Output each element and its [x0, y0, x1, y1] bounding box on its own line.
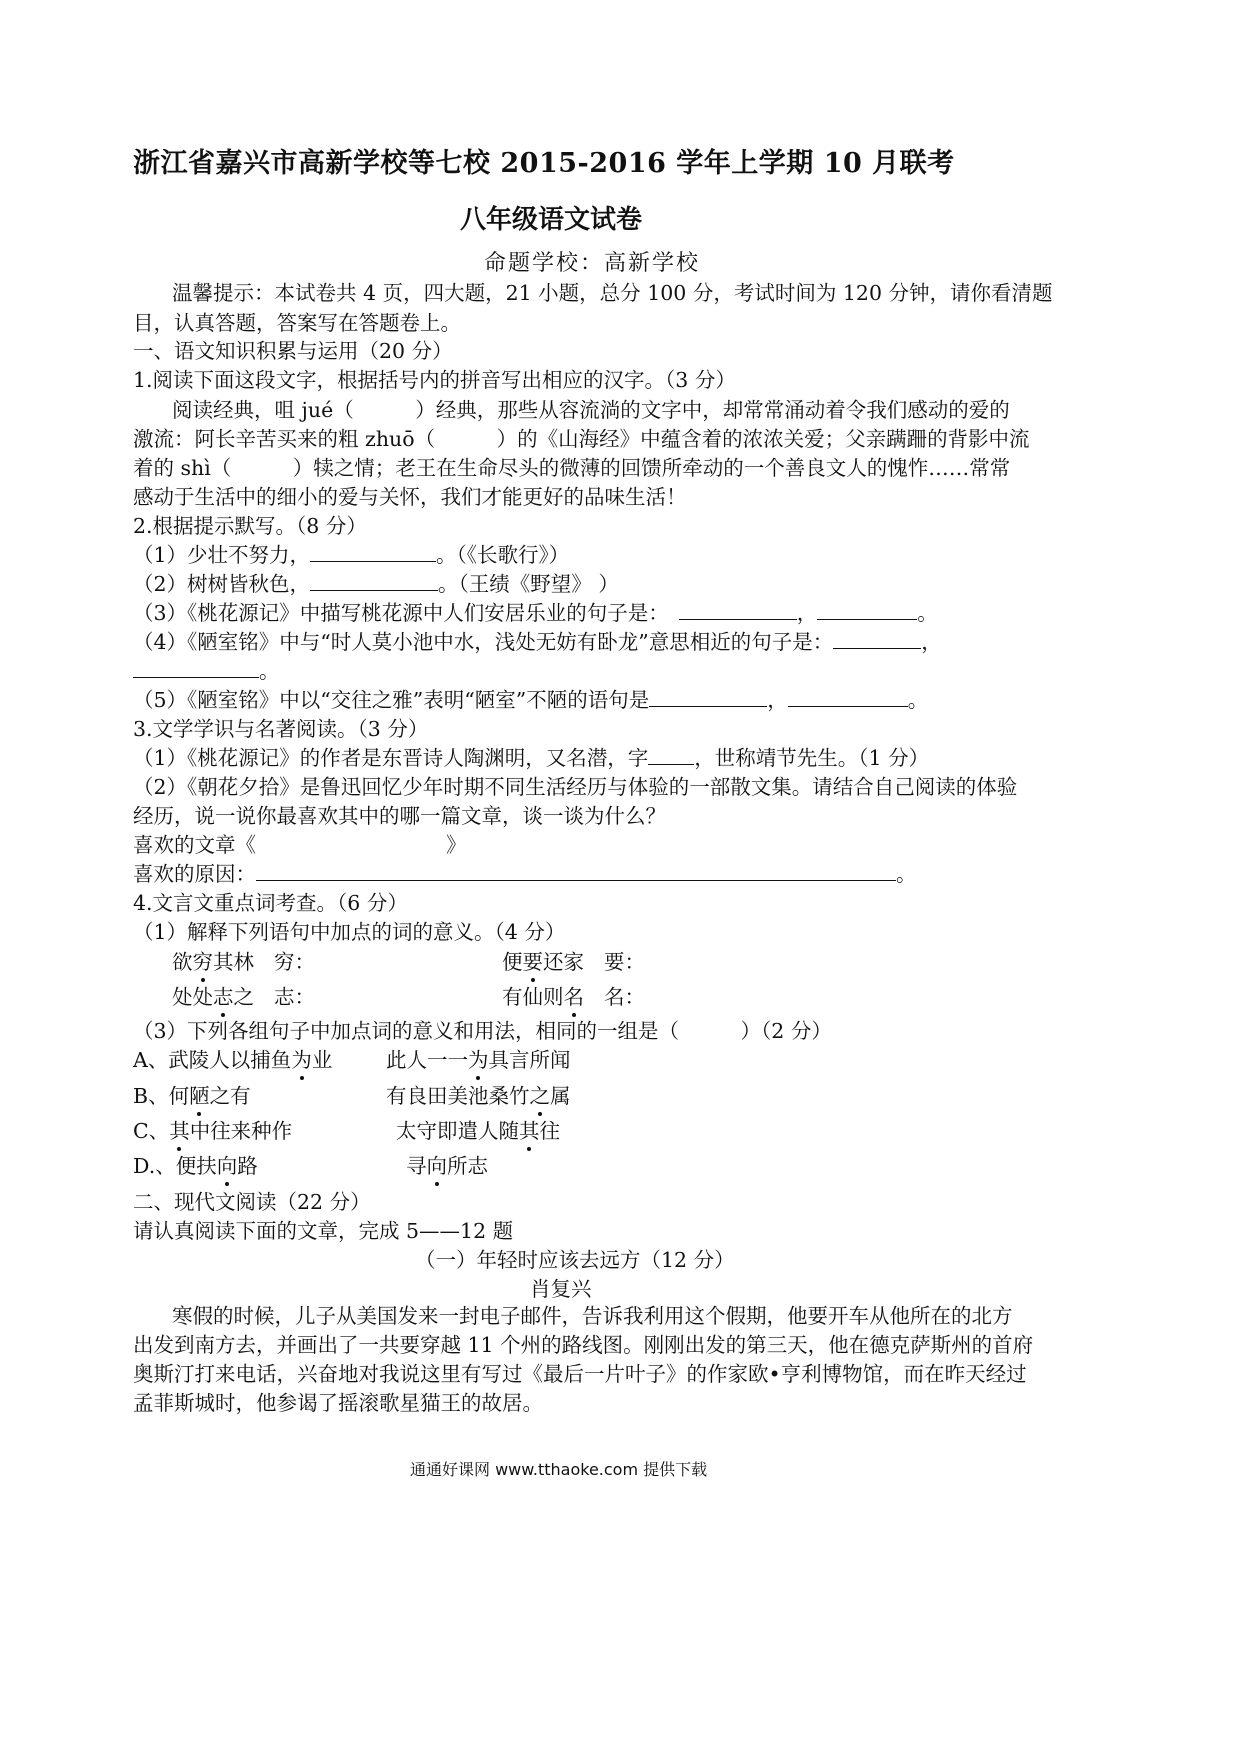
tips-line-1: 温馨提示：本试卷共 4 页，四大题，21 小题，总分 100 分，考试时间为 120 分钟，请你看清题	[172, 281, 1053, 305]
answer-blank[interactable]	[817, 599, 917, 620]
option-a[interactable]: A、武陵人以捕鱼为业	[133, 1048, 333, 1072]
option-d-compare: 寻向所志	[406, 1154, 488, 1178]
q2-item-1: （1）少壮不努力， 。（《长歌行》）	[133, 543, 570, 567]
answer-blank[interactable]	[679, 599, 797, 620]
q4-stem: 4.文言文重点词考查。（6 分）	[133, 891, 408, 915]
answer-blank[interactable]	[649, 686, 767, 707]
q1-passage-line-2: 激流：阿长辛苦买来的粗 zhuō（ ）的《山海经》中蕴含着的浓浓关爱；父亲蹒跚的背影中流	[133, 427, 1030, 451]
article-title: （一）年轻时应该去远方（12 分）	[415, 1248, 735, 1272]
q4-word-ming: 有仙则名 名：	[502, 985, 645, 1009]
footer-text: 通通好课网 www.tthaoke.com 提供下载	[410, 1460, 708, 1479]
option-b[interactable]: B、何陋之有	[133, 1084, 251, 1108]
favorite-article: 喜欢的文章《 》	[133, 833, 467, 857]
q2-item-3: （3）《桃花源记》中描写桃花源中人们安居乐业的句子是： ， 。	[133, 601, 938, 625]
q2-item-4: （4）《陋室铭》中与“时人莫小池中水，浅处无妨有卧龙”意思相近的句子是： ，	[133, 630, 942, 654]
section-2-instruction: 请认真阅读下面的文章，完成 5——12 题	[133, 1219, 514, 1243]
q3-item-2: （2）《朝花夕拾》是鲁迅回忆少年时期不同生活经历与体验的一部散文集。请结合自己阅读的体验	[133, 775, 1018, 799]
section-1-heading: 一、语文知识积累与运用（20 分）	[133, 339, 453, 363]
option-b-compare: 有良田美池桑竹之属	[386, 1084, 571, 1108]
article-line-4: 孟菲斯城时，他参谒了摇滚歌星猫王的故居。	[133, 1391, 543, 1415]
option-d[interactable]: D.、便扶向路	[133, 1154, 258, 1178]
q2-item-5: （5）《陋室铭》中以“交往之雅”表明“陋室”不陋的语句是 ， 。	[133, 688, 929, 712]
option-c[interactable]: C、其中往来种作	[133, 1119, 293, 1143]
option-a-compare: 此人一一为具言所闻	[386, 1048, 571, 1072]
q2-stem: 2.根据提示默写。（8 分）	[133, 514, 367, 538]
q1-passage-line-3: 着的 shì（ ）犊之情；老王在生命尽头的微薄的回馈所牵动的一个善良文人的愧怍……常常	[133, 456, 1011, 480]
answer-blank[interactable]	[310, 570, 438, 591]
favorite-reason: 喜欢的原因： 。	[133, 862, 917, 886]
article-line-2: 出发到南方去，并画出了一共要穿越 11 个州的路线图。刚刚出发的第三天，他在德克萨斯州的首府	[133, 1333, 1034, 1357]
q4-word-yao: 便要还家 要：	[502, 950, 645, 974]
q3-stem: 3.文学学识与名著阅读。（3 分）	[133, 717, 429, 741]
exam-subtitle: 八年级语文试卷	[460, 205, 643, 235]
exam-title: 浙江省嘉兴市高新学校等七校 2015-2016 学年上学期 10 月联考	[133, 148, 955, 179]
article-line-3: 奥斯汀打来电话，兴奋地对我说这里有写过《最后一片叶子》的作家欧•亨利博物馆，而在昨天经过	[133, 1362, 1027, 1386]
article-author: 肖复兴	[530, 1277, 592, 1301]
q3-item-1: （1）《桃花源记》的作者是东晋诗人陶渊明，又名潜，字 ，世称靖节先生。（1 分）	[133, 746, 930, 770]
q4-word-zhi: 处处志之 志：	[172, 985, 315, 1009]
answer-blank[interactable]	[256, 860, 896, 881]
answer-blank[interactable]	[310, 541, 436, 562]
article-line-1: 寒假的时候，儿子从美国发来一封电子邮件，告诉我利用这个假期，他要开车从他所在的北方	[172, 1304, 1013, 1328]
q1-passage-line-1: 阅读经典，咀 jué（ ）经典，那些从容流淌的文字中，却常常涌动着令我们感动的爱的	[172, 398, 1010, 422]
answer-blank[interactable]	[133, 657, 259, 678]
q4-word-qiong: 欲穷其林 穷：	[172, 950, 315, 974]
option-c-compare: 太守即遣人随其往	[396, 1119, 560, 1143]
answer-blank[interactable]	[833, 628, 921, 649]
answer-blank[interactable]	[788, 686, 908, 707]
q1-stem: 1.阅读下面这段文字，根据括号内的拼音写出相应的汉字。（3 分）	[133, 368, 736, 392]
section-2-heading: 二、现代文阅读（22 分）	[133, 1190, 371, 1214]
tips-line-2: 目，认真答题，答案写在答题卷上。	[133, 311, 461, 335]
q3-item-2-cont: 经历，说一说你最喜欢其中的哪一篇文章，谈一谈为什么？	[133, 804, 666, 828]
q4-sub-1: （1）解释下列语句中加点的词的意义。（4 分）	[133, 920, 566, 944]
q4-sub-3: （3）下列各组句子中加点词的意义和用法，相同的一组是（ ）（2 分）	[133, 1019, 832, 1043]
q1-passage-line-4: 感动于生活中的细小的爱与关怀，我们才能更好的品味生活！	[133, 485, 687, 509]
setter-school: 命题学校：高新学校	[484, 251, 701, 276]
q2-item-2: （2）树树皆秋色， 。（王绩《野望》 ）	[133, 572, 619, 596]
q2-item-4-cont: 。	[133, 657, 280, 685]
answer-blank[interactable]	[648, 744, 694, 765]
